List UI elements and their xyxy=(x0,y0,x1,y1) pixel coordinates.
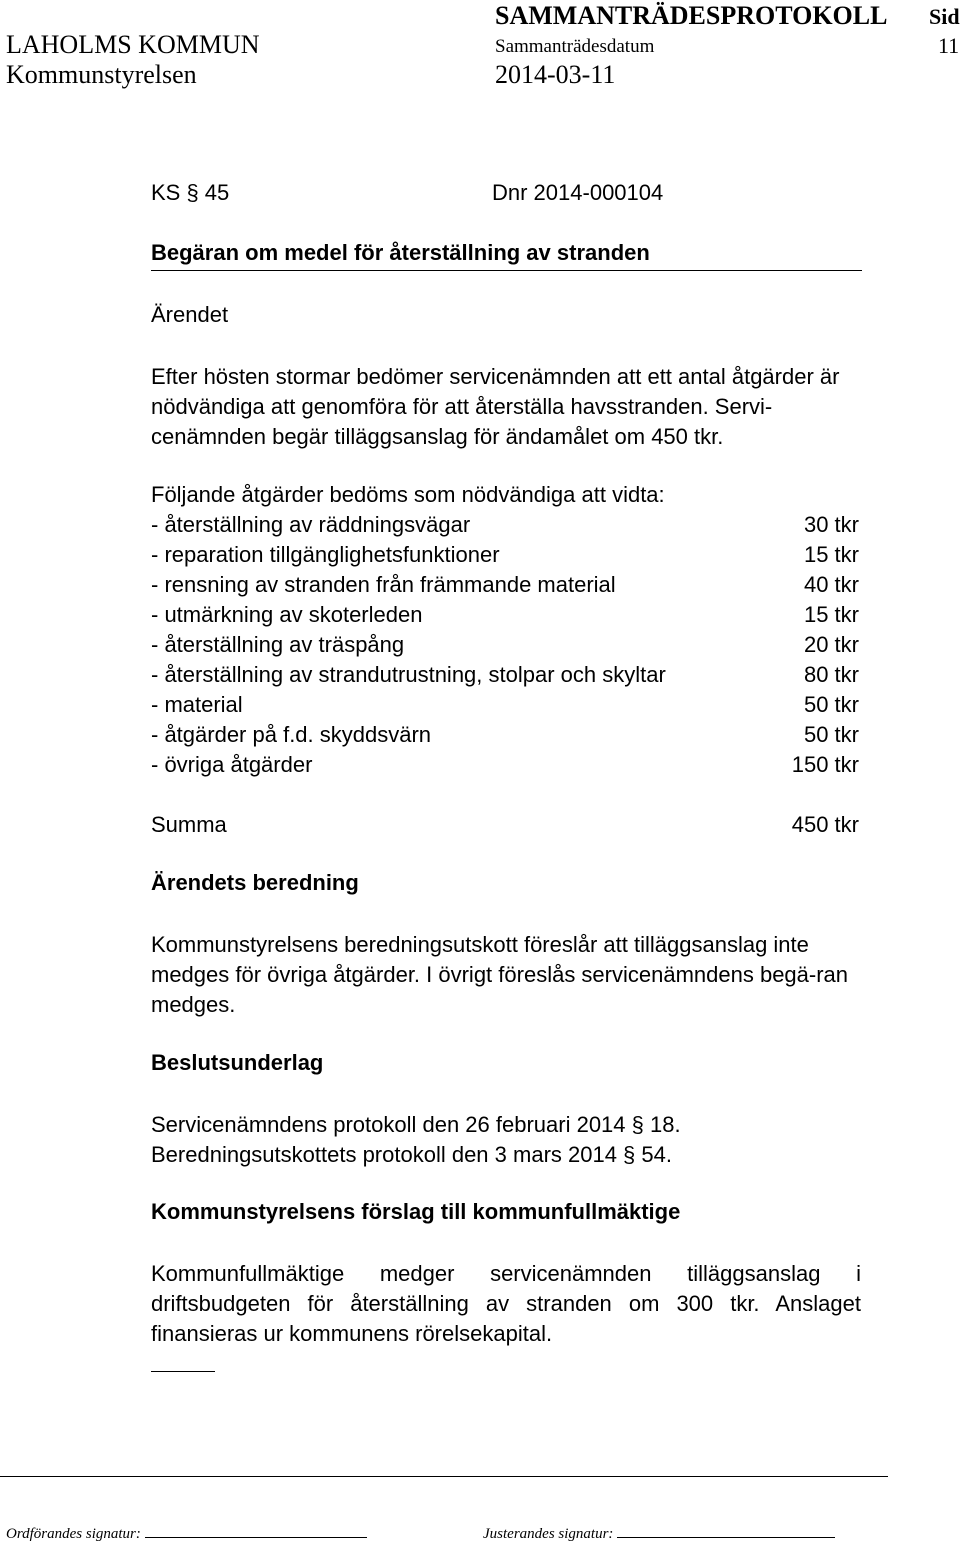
chair-signature-field xyxy=(6,1523,367,1543)
footer-divider xyxy=(0,1476,888,1477)
measure-amount: 80 tkr xyxy=(803,662,859,687)
measure-label: - utmärkning av skoterleden xyxy=(151,602,423,627)
list-item xyxy=(151,690,859,720)
sum-row xyxy=(151,810,859,840)
arendet-paragraph: Efter hösten stormar bedömer servicenämnden att ett antal åtgärder är nödvändiga att genomföra för att återställa havsstranden. Servi-cenämnden begär tilläggsanslag för ändamålet om 450 tkr. xyxy=(151,364,840,449)
chair-signature-line xyxy=(145,1523,367,1538)
forslag-paragraph: Kommunfullmäktige medger servicenämnden tilläggsanslag i driftsbudgeten för återställning av stranden om 300 tkr. Anslaget finansieras ur kommunens rörelsekapital. xyxy=(151,1261,861,1346)
list-item xyxy=(151,630,859,660)
section-heading-beredning: Ärendets beredning xyxy=(151,870,359,895)
meeting-date-label: Sammanträdesdatum xyxy=(495,36,655,57)
case-paragraph-number: KS § 45 xyxy=(151,180,230,205)
section-heading-beslutsunderlag: Beslutsunderlag xyxy=(151,1050,324,1075)
measures-list xyxy=(151,510,859,780)
measure-label: - återställning av räddningsvägar xyxy=(151,512,471,537)
list-item xyxy=(151,510,859,540)
section-end-rule xyxy=(151,1371,215,1372)
measure-amount: 30 tkr xyxy=(803,512,859,537)
beslutsunderlag-line: Servicenämndens protokoll den 26 februari 2014 § 18. xyxy=(151,1112,681,1137)
beslutsunderlag-line: Beredningsutskottets protokoll den 3 mars 2014 § 54. xyxy=(151,1142,672,1167)
beredning-paragraph: Kommunstyrelsens beredningsutskott föreslår att tilläggsanslag inte medges för övriga åtgärder. I övrigt föreslås servicenämndens begä-ran medges. xyxy=(151,932,849,1017)
document-type-title: SAMMANTRÄDESPROTOKOLL xyxy=(495,1,888,30)
measures-intro: Följande åtgärder bedöms som nödvändiga att vidta: xyxy=(151,482,665,507)
adjuster-signature-line xyxy=(617,1523,835,1538)
list-item xyxy=(151,720,859,750)
measure-amount: 150 tkr xyxy=(791,752,859,777)
measure-amount: 50 tkr xyxy=(803,722,859,747)
page-label: Sid xyxy=(929,4,960,29)
measure-label: - material xyxy=(151,692,243,717)
measure-amount: 20 tkr xyxy=(803,632,859,657)
list-item xyxy=(151,660,859,690)
measure-label: - reparation tillgänglighetsfunktioner xyxy=(151,542,500,567)
list-item xyxy=(151,540,859,570)
measure-label: - övriga åtgärder xyxy=(151,752,313,777)
measure-amount: 15 tkr xyxy=(803,602,859,627)
case-registration-number: Dnr 2014-000104 xyxy=(492,180,664,205)
measure-label: - återställning av träspång xyxy=(151,632,405,657)
measure-label: - återställning av strandutrustning, stolpar och skyltar xyxy=(151,662,666,687)
measure-amount: 15 tkr xyxy=(803,542,859,567)
section-heading-arendet: Ärendet xyxy=(151,302,229,327)
adjuster-signature-label: Justerandes signatur: xyxy=(483,1526,614,1542)
list-item xyxy=(151,570,859,600)
measure-amount: 40 tkr xyxy=(803,572,859,597)
page-number: 11 xyxy=(938,33,960,58)
sum-amount: 450 tkr xyxy=(791,812,859,837)
organization-name: LAHOLMS KOMMUN xyxy=(6,30,260,59)
measure-label: - rensning av stranden från främmande material xyxy=(151,572,616,597)
section-heading-forslag: Kommunstyrelsens förslag till kommunfullmäktige xyxy=(151,1199,681,1224)
department-name: Kommunstyrelsen xyxy=(6,60,197,89)
measure-label: - åtgärder på f.d. skyddsvärn xyxy=(151,722,432,747)
meeting-date: 2014-03-11 xyxy=(495,60,616,89)
chair-signature-label: Ordförandes signatur: xyxy=(6,1526,141,1542)
case-title: Begäran om medel för återställning av stranden xyxy=(151,240,650,265)
list-item xyxy=(151,600,859,630)
sum-label: Summa xyxy=(151,812,227,837)
adjuster-signature-field xyxy=(483,1523,835,1543)
measure-amount: 50 tkr xyxy=(803,692,859,717)
title-underline xyxy=(151,270,862,271)
list-item xyxy=(151,750,859,780)
